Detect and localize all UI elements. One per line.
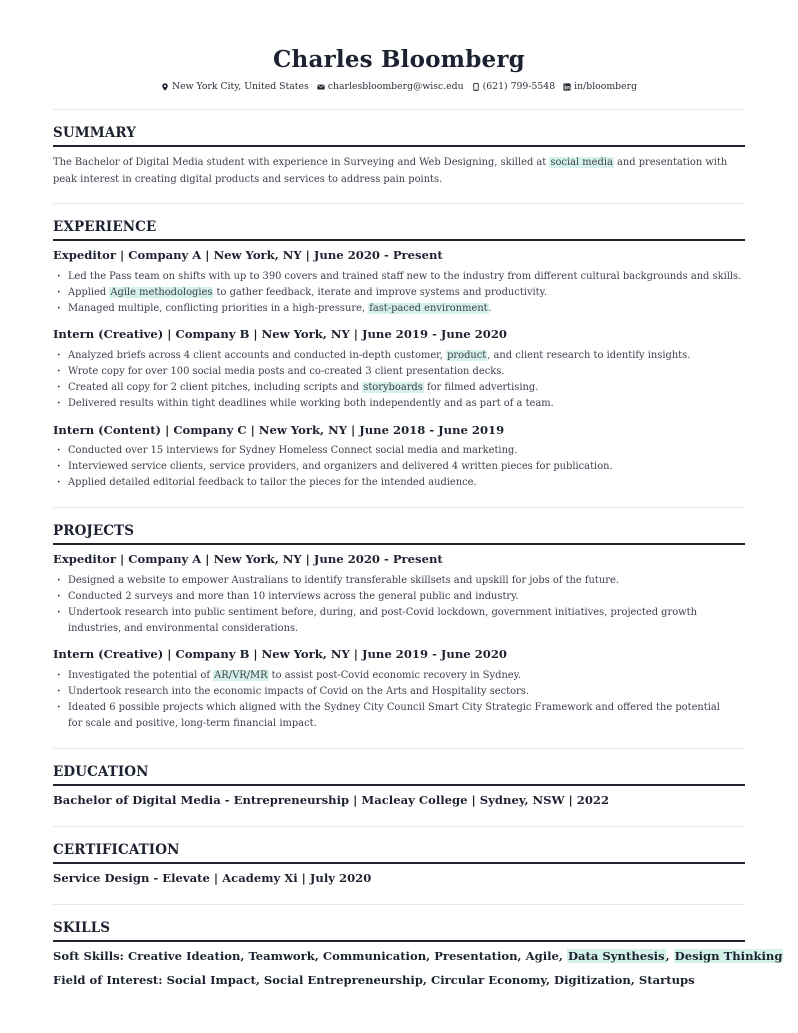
list-item: · Undertook research into public sentiment before, during, and post-Covid lockdown, government initiatives, projected growth industries, and environmental considerations. (53, 605, 745, 637)
list-item: · Undertook research into the economic impacts of Covid on the Arts and Hospitality sectors. (53, 684, 745, 700)
linkedin-icon (563, 83, 571, 91)
section-title-education: EDUCATION (53, 764, 149, 780)
highlight-keyword: social media (550, 157, 613, 168)
job-bullets (53, 348, 745, 412)
list-item: · Led the Pass team on shifts with up to 390 covers and trained staff new to the industry from different cultural backgrounds and skills. (53, 269, 745, 285)
section-divider (53, 904, 745, 905)
highlight-keyword: Agile methodologies (110, 287, 213, 298)
project-heading: Intern (Creative) | Company B | New York, NY | June 2019 - June 2020 (53, 647, 507, 661)
project-bullets (53, 573, 745, 637)
section-divider (53, 507, 745, 508)
contact-location (161, 81, 309, 92)
section-rule (53, 940, 745, 942)
job-bullets (53, 443, 745, 491)
section-rule (53, 145, 745, 147)
section-rule (53, 862, 745, 864)
section-title-projects: PROJECTS (53, 523, 135, 539)
list-item: · Created all copy for 2 client pitches, including scripts and storyboards for filmed advertising. (53, 380, 745, 396)
location-text: New York City, United States (171, 81, 309, 92)
contact-email[interactable] (317, 81, 464, 92)
highlight-keyword: Data Synthesis (567, 949, 665, 963)
field-of-interest-line: Field of Interest: Social Impact, Social Entrepreneurship, Circular Economy, Digitization, Startups (53, 973, 695, 987)
highlight-keyword: fast-paced environment (369, 303, 488, 314)
header-divider (53, 109, 745, 110)
list-item: · Conducted over 15 interviews for Sydney Homeless Connect social media and marketing. (53, 443, 745, 459)
linkedin-text[interactable]: in/bloomberg (574, 81, 638, 92)
summary-text-part: and presentation with peak interest in creating digital products and services to address pain points. (53, 157, 728, 185)
project-heading: Expeditor | Company A | New York, NY | June 2020 - Present (53, 552, 443, 566)
section-title-certification: CERTIFICATION (53, 842, 180, 858)
highlight-keyword: AR/VR/MR (214, 670, 268, 681)
list-item: · Investigated the potential of AR/VR/MR to assist post-Covid economic recovery in Sydney. (53, 668, 745, 684)
section-rule (53, 784, 745, 786)
list-item: · Ideated 6 possible projects which aligned with the Sydney City Council Smart City Strategic Framework and offered the potential for scale and positive, long-term financial impact. (53, 700, 745, 732)
section-title-skills: SKILLS (53, 920, 111, 936)
job-heading: Expeditor | Company A | New York, NY | June 2020 - Present (53, 248, 443, 262)
contact-bar (53, 81, 745, 92)
project-bullets (53, 668, 745, 732)
section-title-experience: EXPERIENCE (53, 219, 157, 235)
certification-entry: Service Design - Elevate | Academy Xi | July 2020 (53, 871, 372, 885)
list-item: · Wrote copy for over 100 social media posts and co-created 3 client presentation decks. (53, 364, 745, 380)
job-bullets (53, 269, 745, 317)
list-item: · Managed multiple, conflicting priorities in a high-pressure, fast-paced environment. (53, 301, 745, 317)
section-rule (53, 239, 745, 241)
list-item: · Analyzed briefs across 4 client accounts and conducted in-depth customer, product, and client research to identify insights. (53, 348, 745, 364)
email-text[interactable]: charlesbloomberg@wisc.edu (327, 81, 464, 92)
summary-text (53, 155, 745, 188)
mobile-phone-icon (472, 83, 480, 91)
list-item: · Applied Agile methodologies to gather feedback, iterate and improve systems and productivity. (53, 285, 745, 301)
contact-linkedin[interactable] (563, 81, 637, 92)
list-item: · Applied detailed editorial feedback to tailor the pieces for the intended audience. (53, 475, 745, 491)
list-item: · Interviewed service clients, service providers, and organizers and delivered 4 written pieces for publication. (53, 459, 745, 475)
map-pin-icon (161, 83, 169, 91)
job-heading: Intern (Content) | Company C | New York, NY | June 2018 - June 2019 (53, 423, 505, 437)
list-item: · Delivered results within tight deadlines while working both independently and as part of a team. (53, 396, 745, 412)
phone-text[interactable]: (621) 799-5548 (482, 81, 556, 92)
highlight-keyword: storyboards (363, 382, 423, 393)
job-heading: Intern (Creative) | Company B | New York, NY | June 2019 - June 2020 (53, 327, 507, 341)
highlight-keyword: Design Thinking (674, 949, 783, 963)
section-divider (53, 826, 745, 827)
highlight-keyword: product (447, 350, 487, 361)
envelope-icon (317, 83, 325, 91)
soft-skills-line: Soft Skills: Creative Ideation, Teamwork, Communication, Presentation, Agile, Data Synthesis, Design Thinking (53, 949, 783, 963)
section-divider (53, 203, 745, 204)
candidate-name: Charles Bloomberg (273, 46, 525, 73)
list-item: · Designed a website to empower Australians to identify transferable skillsets and upskill for jobs of the future. (53, 573, 745, 589)
section-divider (53, 748, 745, 749)
summary-text-part: The Bachelor of Digital Media student with experience in Surveying and Web Designing, skilled at (53, 157, 550, 168)
section-title-summary: SUMMARY (53, 125, 137, 141)
education-entry: Bachelor of Digital Media - Entrepreneurship | Macleay College | Sydney, NSW | 2022 (53, 793, 610, 807)
list-item: · Conducted 2 surveys and more than 10 interviews across the general public and industry. (53, 589, 745, 605)
section-rule (53, 543, 745, 545)
contact-phone[interactable] (472, 81, 556, 92)
